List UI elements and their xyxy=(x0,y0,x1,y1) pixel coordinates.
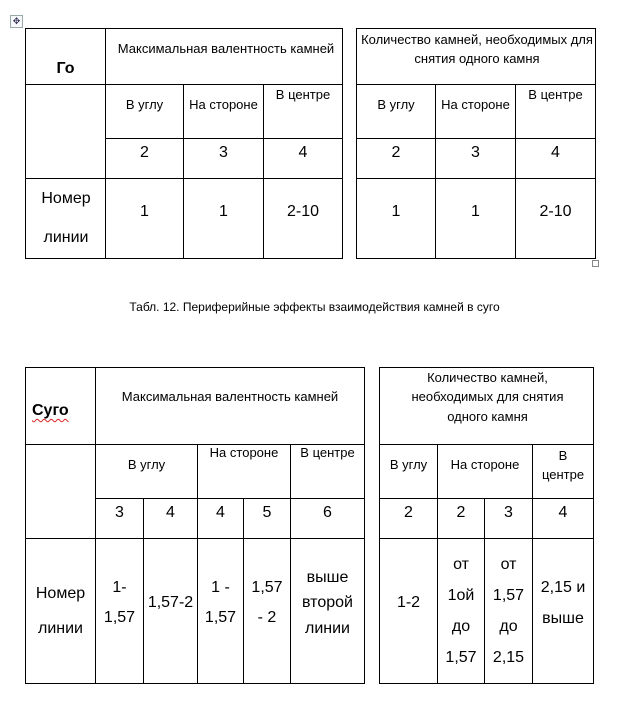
value-cell: 2 xyxy=(456,504,466,521)
stones-needed-header: Количество камней, необходимых для снятия одного камня xyxy=(361,31,593,66)
max-valence-header: Максимальная валентность камней xyxy=(117,41,335,57)
value-cell: 2-10 xyxy=(539,202,572,220)
sub-side-right: На стороне xyxy=(450,457,520,473)
row-label: Номер линии xyxy=(41,190,91,246)
value-cell: 3 xyxy=(504,504,513,521)
value-cell: от 1,57 до 2,15 xyxy=(492,555,525,667)
sub-corner: В углу xyxy=(125,97,164,113)
value-cell: 1-1,57 xyxy=(103,578,136,626)
value-cell: 6 xyxy=(323,504,332,521)
sub-side: На стороне xyxy=(209,445,279,461)
value-cell: 2 xyxy=(140,144,149,161)
sub-center: В центре xyxy=(275,87,331,103)
table-title-text: Суго xyxy=(32,402,69,419)
table-resize-handle[interactable] xyxy=(592,260,599,267)
sub-corner-right: В углу xyxy=(389,457,428,473)
value-cell: 3 xyxy=(219,144,228,161)
max-valence-header: Максимальная валентность камней xyxy=(121,389,339,405)
row-label: Номер линии xyxy=(35,584,86,637)
table-move-handle[interactable]: ✥ xyxy=(10,15,23,28)
sub-center-right: В центре xyxy=(528,87,583,103)
value-cell: 3 xyxy=(471,144,480,161)
value-cell: 3 xyxy=(115,504,124,521)
sub-center-right: В центре xyxy=(541,447,585,482)
value-cell: 5 xyxy=(262,504,272,521)
value-cell: 1 xyxy=(140,202,149,220)
sub-center: В центре xyxy=(300,445,355,461)
value-cell: 4 xyxy=(551,144,560,161)
value-cell: 4 xyxy=(166,504,175,521)
value-cell: 1 xyxy=(471,202,480,220)
value-cell: 1-2 xyxy=(396,594,421,611)
value-cell: 2 xyxy=(391,144,401,161)
value-cell: 2,15 и выше xyxy=(540,578,586,627)
value-cell: выше второй линии xyxy=(302,568,353,637)
value-cell: 1 xyxy=(219,202,228,220)
value-cell: 2-10 xyxy=(286,202,320,220)
table-title: Го xyxy=(56,59,75,77)
value-cell: 1 - 1,57 xyxy=(204,578,237,626)
table-caption: Табл. 12. Периферийные эффекты взаимодействия камней в суго xyxy=(129,300,500,314)
value-cell: 1 xyxy=(391,202,401,220)
stones-needed-header: Количество камней, необходимых для снятия одного камня xyxy=(411,369,564,424)
sub-corner: В углу xyxy=(127,457,166,473)
value-cell: 1,57 - 2 xyxy=(251,578,283,626)
value-cell: 2 xyxy=(404,504,413,521)
value-cell: 4 xyxy=(558,504,568,521)
value-cell: 4 xyxy=(216,504,225,521)
sub-corner-right: В углу xyxy=(377,97,415,113)
sub-side-right: На стороне xyxy=(441,97,510,113)
value-cell: 1,57-2 xyxy=(147,593,194,611)
value-cell: от 1ой до 1,57 xyxy=(445,555,477,667)
table-title xyxy=(26,368,95,444)
sub-side: На стороне xyxy=(189,97,258,113)
value-cell: 4 xyxy=(298,144,308,161)
